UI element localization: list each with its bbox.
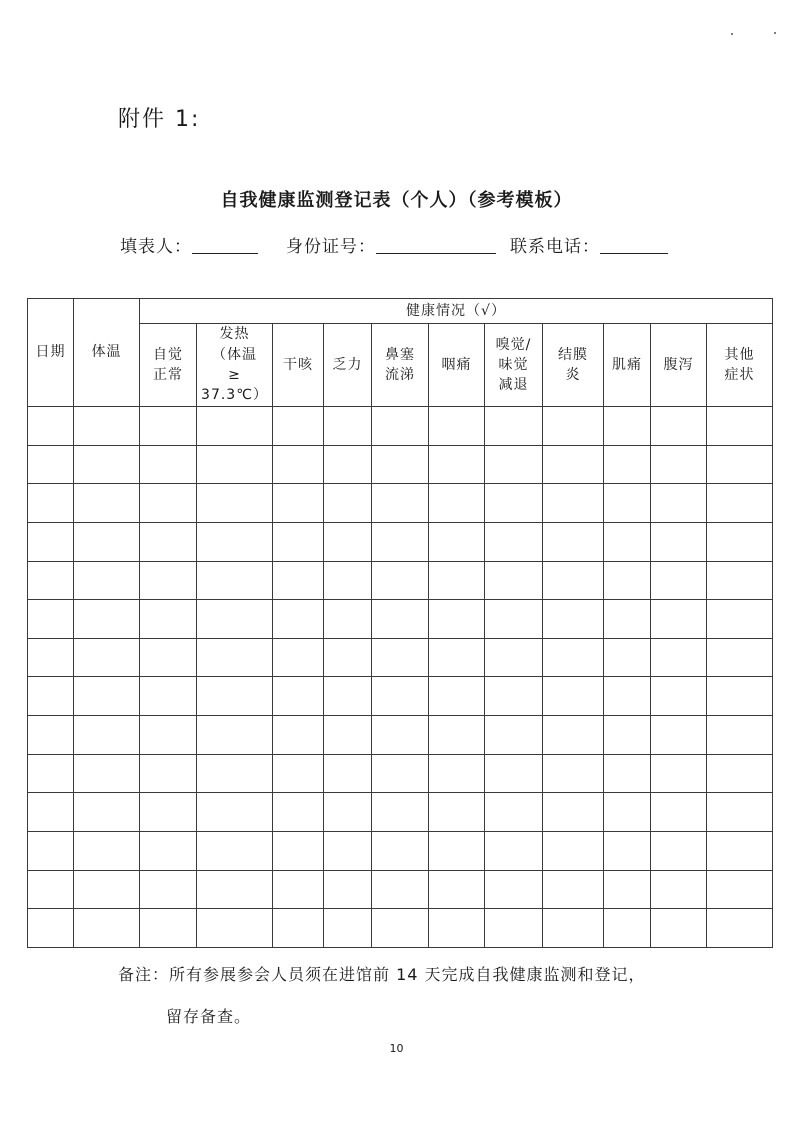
symptom-check-cell[interactable] xyxy=(485,754,543,793)
form-title: 自我健康监测登记表（个人）（参考模板） xyxy=(220,190,573,211)
symptom-check-cell[interactable] xyxy=(707,716,773,755)
symptom-check-cell[interactable] xyxy=(324,754,372,793)
table-row xyxy=(28,870,773,909)
symptom-check-cell[interactable] xyxy=(651,638,707,677)
symptom-check-cell[interactable] xyxy=(197,638,273,677)
symptom-header-line: 减退 xyxy=(498,377,529,394)
symptom-check-cell[interactable] xyxy=(651,677,707,716)
temperature-cell[interactable] xyxy=(74,600,140,639)
symptom-check-cell[interactable] xyxy=(429,716,485,755)
symptom-check-cell[interactable] xyxy=(543,909,604,948)
symptom-check-cell[interactable] xyxy=(651,870,707,909)
table-row xyxy=(28,716,773,755)
symptom-column-header xyxy=(429,324,485,407)
symptom-check-cell[interactable] xyxy=(324,638,372,677)
date-cell[interactable] xyxy=(28,677,74,716)
symptom-check-cell[interactable] xyxy=(197,716,273,755)
symptom-check-cell[interactable] xyxy=(273,638,324,677)
phone-blank[interactable] xyxy=(600,235,668,254)
symptom-check-cell[interactable] xyxy=(273,870,324,909)
symptom-check-cell[interactable] xyxy=(372,522,429,561)
symptom-check-cell[interactable] xyxy=(140,909,197,948)
symptom-check-cell[interactable] xyxy=(372,600,429,639)
symptom-check-cell[interactable] xyxy=(707,484,773,523)
symptom-check-cell[interactable] xyxy=(604,870,651,909)
symptom-check-cell[interactable] xyxy=(140,754,197,793)
symptom-check-cell[interactable] xyxy=(372,677,429,716)
symptom-check-cell[interactable] xyxy=(273,561,324,600)
symptom-check-cell[interactable] xyxy=(197,600,273,639)
temperature-cell[interactable] xyxy=(74,638,140,677)
symptom-check-cell[interactable] xyxy=(707,638,773,677)
table-row xyxy=(28,484,773,523)
symptom-check-cell[interactable] xyxy=(604,716,651,755)
symptom-check-cell[interactable] xyxy=(604,754,651,793)
symptom-check-cell[interactable] xyxy=(273,716,324,755)
symptom-check-cell[interactable] xyxy=(604,484,651,523)
symptom-check-cell[interactable] xyxy=(485,870,543,909)
symptom-check-cell[interactable] xyxy=(604,677,651,716)
temperature-cell[interactable] xyxy=(74,677,140,716)
symptom-check-cell[interactable] xyxy=(429,832,485,871)
symptom-column-header xyxy=(651,324,707,407)
symptom-check-cell[interactable] xyxy=(651,522,707,561)
symptom-check-cell[interactable] xyxy=(651,754,707,793)
symptom-check-cell[interactable] xyxy=(273,407,324,446)
temperature-cell[interactable] xyxy=(74,793,140,832)
table-row xyxy=(28,407,773,446)
symptom-check-cell[interactable] xyxy=(543,561,604,600)
symptom-check-cell[interactable] xyxy=(485,600,543,639)
date-cell[interactable] xyxy=(28,754,74,793)
symptom-column-header xyxy=(273,324,324,407)
table-row xyxy=(28,754,773,793)
filler-blank[interactable] xyxy=(192,235,258,254)
symptom-check-cell[interactable] xyxy=(651,407,707,446)
symptom-check-cell[interactable] xyxy=(197,793,273,832)
symptom-check-cell[interactable] xyxy=(140,793,197,832)
filler-field xyxy=(120,232,258,257)
symptom-column-header xyxy=(707,324,773,407)
id-number-blank[interactable] xyxy=(376,235,496,254)
symptom-check-cell[interactable] xyxy=(485,677,543,716)
symptom-check-cell[interactable] xyxy=(429,600,485,639)
filler-label: 填表人： xyxy=(120,237,192,257)
phone-label: 联系电话： xyxy=(510,237,600,257)
symptom-check-cell[interactable] xyxy=(372,484,429,523)
symptom-column-header xyxy=(543,324,604,407)
symptom-check-cell[interactable] xyxy=(140,870,197,909)
symptom-check-cell[interactable] xyxy=(543,407,604,446)
symptom-check-cell[interactable] xyxy=(140,832,197,871)
symptom-header-line: 味觉 xyxy=(498,356,529,373)
symptom-header-line: 嗅觉/ xyxy=(495,336,532,353)
symptom-check-cell[interactable] xyxy=(429,754,485,793)
symptom-header-line: 乏力 xyxy=(332,356,363,373)
temperature-cell[interactable] xyxy=(74,522,140,561)
symptom-check-cell[interactable] xyxy=(273,793,324,832)
symptom-check-cell[interactable] xyxy=(372,832,429,871)
symptom-check-cell[interactable] xyxy=(429,445,485,484)
symptom-check-cell[interactable] xyxy=(543,600,604,639)
symptom-check-cell[interactable] xyxy=(140,677,197,716)
symptom-check-cell[interactable] xyxy=(372,638,429,677)
symptom-check-cell[interactable] xyxy=(140,445,197,484)
symptom-column-header xyxy=(324,324,372,407)
symptom-check-cell[interactable] xyxy=(273,522,324,561)
table-row xyxy=(28,677,773,716)
symptom-check-cell[interactable] xyxy=(197,754,273,793)
health-log-body xyxy=(28,407,773,948)
symptom-check-cell[interactable] xyxy=(140,484,197,523)
symptom-header-line: 其他 xyxy=(724,346,755,363)
symptom-check-cell[interactable] xyxy=(372,909,429,948)
symptom-check-cell[interactable] xyxy=(140,522,197,561)
symptom-check-cell[interactable] xyxy=(324,909,372,948)
symptom-check-cell[interactable] xyxy=(324,484,372,523)
symptom-check-cell[interactable] xyxy=(604,561,651,600)
table-row xyxy=(28,638,773,677)
symptom-check-cell[interactable] xyxy=(324,870,372,909)
symptom-check-cell[interactable] xyxy=(707,870,773,909)
symptom-check-cell[interactable] xyxy=(324,832,372,871)
symptom-check-cell[interactable] xyxy=(604,638,651,677)
symptom-check-cell[interactable] xyxy=(273,832,324,871)
date-cell[interactable] xyxy=(28,909,74,948)
symptom-check-cell[interactable] xyxy=(140,600,197,639)
symptom-check-cell[interactable] xyxy=(324,716,372,755)
symptom-check-cell[interactable] xyxy=(324,445,372,484)
symptom-check-cell[interactable] xyxy=(197,832,273,871)
date-cell[interactable] xyxy=(28,870,74,909)
symptom-check-cell[interactable] xyxy=(543,522,604,561)
symptom-header-line: 正常 xyxy=(153,367,183,383)
symptom-check-cell[interactable] xyxy=(140,561,197,600)
symptom-column-header xyxy=(140,324,197,407)
symptom-check-cell[interactable] xyxy=(543,716,604,755)
symptom-check-cell[interactable] xyxy=(429,793,485,832)
symptom-column-header xyxy=(197,324,273,407)
date-cell[interactable] xyxy=(28,716,74,755)
symptom-check-cell[interactable] xyxy=(372,716,429,755)
date-cell[interactable] xyxy=(28,522,74,561)
table-row xyxy=(28,793,773,832)
date-cell[interactable] xyxy=(28,407,74,446)
symptom-check-cell[interactable] xyxy=(273,445,324,484)
symptom-header-line: ≥ xyxy=(228,367,241,383)
symptom-check-cell[interactable] xyxy=(197,870,273,909)
symptom-header-row xyxy=(28,324,773,407)
symptom-header-line: 炎 xyxy=(565,367,581,383)
symptom-check-cell[interactable] xyxy=(324,407,372,446)
symptom-check-cell[interactable] xyxy=(604,522,651,561)
symptom-header-line: 自觉 xyxy=(153,346,183,363)
header-row-group xyxy=(28,299,773,324)
symptom-check-cell[interactable] xyxy=(651,832,707,871)
symptom-check-cell[interactable] xyxy=(485,522,543,561)
symptom-check-cell[interactable] xyxy=(197,677,273,716)
symptom-check-cell[interactable] xyxy=(604,793,651,832)
date-cell[interactable] xyxy=(28,600,74,639)
symptom-column-header xyxy=(604,324,651,407)
symptom-check-cell[interactable] xyxy=(543,754,604,793)
temperature-cell[interactable] xyxy=(74,870,140,909)
symptom-check-cell[interactable] xyxy=(485,445,543,484)
symptom-check-cell[interactable] xyxy=(372,561,429,600)
symptom-check-cell[interactable] xyxy=(140,716,197,755)
symptom-check-cell[interactable] xyxy=(651,909,707,948)
date-cell[interactable] xyxy=(28,561,74,600)
symptom-check-cell[interactable] xyxy=(485,909,543,948)
form-info-line xyxy=(120,232,720,258)
symptom-check-cell[interactable] xyxy=(429,561,485,600)
symptom-check-cell[interactable] xyxy=(324,600,372,639)
symptom-check-cell[interactable] xyxy=(604,445,651,484)
symptom-check-cell[interactable] xyxy=(429,522,485,561)
symptom-check-cell[interactable] xyxy=(543,832,604,871)
symptom-check-cell[interactable] xyxy=(707,561,773,600)
symptom-check-cell[interactable] xyxy=(273,677,324,716)
phone-field xyxy=(510,232,668,257)
symptom-check-cell[interactable] xyxy=(429,484,485,523)
date-cell[interactable] xyxy=(28,793,74,832)
symptom-check-cell[interactable] xyxy=(273,484,324,523)
symptom-header-line: 腹泻 xyxy=(663,356,694,373)
symptom-check-cell[interactable] xyxy=(707,793,773,832)
symptom-check-cell[interactable] xyxy=(543,484,604,523)
symptom-check-cell[interactable] xyxy=(543,445,604,484)
symptom-check-cell[interactable] xyxy=(485,793,543,832)
symptom-check-cell[interactable] xyxy=(197,909,273,948)
date-cell[interactable] xyxy=(28,638,74,677)
symptom-check-cell[interactable] xyxy=(372,870,429,909)
symptom-check-cell[interactable] xyxy=(651,793,707,832)
symptom-column-header xyxy=(485,324,543,407)
symptom-header-line: 肌痛 xyxy=(612,356,642,373)
symptom-check-cell[interactable] xyxy=(429,638,485,677)
symptom-check-cell[interactable] xyxy=(485,407,543,446)
symptom-check-cell[interactable] xyxy=(485,561,543,600)
symptom-header-line: 发热 xyxy=(219,326,250,343)
annex-label: 附件 1: xyxy=(118,107,201,132)
symptom-check-cell[interactable] xyxy=(273,909,324,948)
symptom-check-cell[interactable] xyxy=(197,445,273,484)
symptom-check-cell[interactable] xyxy=(707,909,773,948)
symptom-header-line: （体温 xyxy=(212,346,257,363)
symptom-check-cell[interactable] xyxy=(324,561,372,600)
temperature-cell[interactable] xyxy=(74,754,140,793)
symptom-check-cell[interactable] xyxy=(429,407,485,446)
remark-note-continued: 留存备查。 xyxy=(166,1007,252,1026)
symptom-check-cell[interactable] xyxy=(651,561,707,600)
symptom-check-cell[interactable] xyxy=(485,484,543,523)
symptom-check-cell[interactable] xyxy=(140,407,197,446)
symptom-check-cell[interactable] xyxy=(197,522,273,561)
symptom-check-cell[interactable] xyxy=(372,445,429,484)
symptom-check-cell[interactable] xyxy=(543,677,604,716)
symptom-check-cell[interactable] xyxy=(707,754,773,793)
symptom-check-cell[interactable] xyxy=(429,870,485,909)
temperature-cell[interactable] xyxy=(74,407,140,446)
symptom-check-cell[interactable] xyxy=(324,677,372,716)
temperature-cell[interactable] xyxy=(74,716,140,755)
symptom-check-cell[interactable] xyxy=(604,832,651,871)
symptom-check-cell[interactable] xyxy=(707,407,773,446)
temperature-cell[interactable] xyxy=(74,561,140,600)
temperature-cell[interactable] xyxy=(74,909,140,948)
symptom-check-cell[interactable] xyxy=(429,909,485,948)
temperature-column-header: 体温 xyxy=(74,299,140,407)
symptom-check-cell[interactable] xyxy=(604,407,651,446)
symptom-check-cell[interactable] xyxy=(651,445,707,484)
symptom-check-cell[interactable] xyxy=(707,600,773,639)
symptom-header-line: 咽痛 xyxy=(441,356,472,373)
temperature-cell[interactable] xyxy=(74,484,140,523)
id-number-label: 身份证号： xyxy=(286,237,376,257)
date-cell[interactable] xyxy=(28,445,74,484)
symptom-check-cell[interactable] xyxy=(651,716,707,755)
table-row xyxy=(28,445,773,484)
page-number: 10 xyxy=(389,1042,404,1055)
symptom-check-cell[interactable] xyxy=(604,600,651,639)
symptom-check-cell[interactable] xyxy=(543,638,604,677)
symptom-check-cell[interactable] xyxy=(485,638,543,677)
symptom-check-cell[interactable] xyxy=(604,909,651,948)
symptom-check-cell[interactable] xyxy=(707,677,773,716)
table-row xyxy=(28,522,773,561)
date-cell[interactable] xyxy=(28,484,74,523)
symptom-check-cell[interactable] xyxy=(429,677,485,716)
symptom-check-cell[interactable] xyxy=(543,793,604,832)
symptom-check-cell[interactable] xyxy=(324,793,372,832)
symptom-check-cell[interactable] xyxy=(651,484,707,523)
symptom-check-cell[interactable] xyxy=(197,484,273,523)
symptom-check-cell[interactable] xyxy=(324,522,372,561)
table-row xyxy=(28,832,773,871)
symptom-check-cell[interactable] xyxy=(273,754,324,793)
symptom-header-line: 37.3℃） xyxy=(201,387,268,404)
symptom-header-line: 流涕 xyxy=(385,367,415,383)
symptom-check-cell[interactable] xyxy=(372,793,429,832)
symptom-check-cell[interactable] xyxy=(485,716,543,755)
date-cell[interactable] xyxy=(28,832,74,871)
symptom-check-cell[interactable] xyxy=(197,407,273,446)
symptom-check-cell[interactable] xyxy=(197,561,273,600)
temperature-cell[interactable] xyxy=(74,445,140,484)
symptom-column-header xyxy=(372,324,429,407)
symptom-header-line: 干咳 xyxy=(283,356,313,373)
table-row xyxy=(28,561,773,600)
symptom-check-cell[interactable] xyxy=(651,600,707,639)
health-log-table xyxy=(27,298,773,948)
id-number-field xyxy=(286,232,496,257)
symptom-check-cell[interactable] xyxy=(543,870,604,909)
table-row xyxy=(28,909,773,948)
symptom-header-line: 鼻塞 xyxy=(385,346,415,363)
table-row xyxy=(28,600,773,639)
temperature-cell[interactable] xyxy=(74,832,140,871)
symptom-check-cell[interactable] xyxy=(707,522,773,561)
symptom-check-cell[interactable] xyxy=(485,832,543,871)
symptom-header-line: 症状 xyxy=(724,367,755,383)
date-column-header: 日期 xyxy=(28,299,74,407)
remark-note: 备注：所有参展参会人员须在进馆前 14 天完成自我健康监测和登记， xyxy=(118,965,646,984)
symptom-check-cell[interactable] xyxy=(140,638,197,677)
symptom-check-cell[interactable] xyxy=(273,600,324,639)
symptom-header-line: 结膜 xyxy=(558,346,588,363)
symptom-check-cell[interactable] xyxy=(372,407,429,446)
health-status-group-header: 健康情况（√） xyxy=(140,299,773,324)
symptom-check-cell[interactable] xyxy=(707,445,773,484)
symptom-check-cell[interactable] xyxy=(707,832,773,871)
symptom-check-cell[interactable] xyxy=(372,754,429,793)
